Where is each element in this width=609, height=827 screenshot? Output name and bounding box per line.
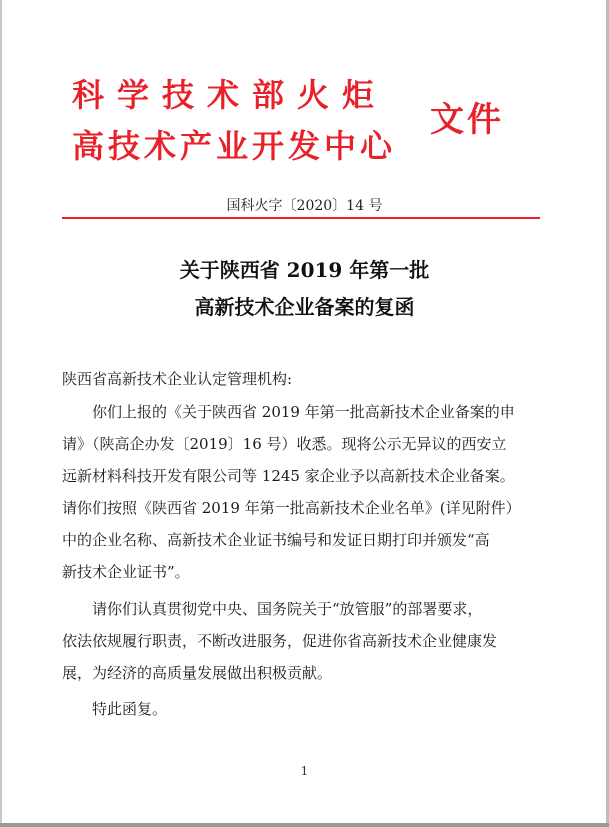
body-line: 依法依规履行职责，不断改进服务，促进你省高新技术企业健康发 <box>62 632 498 650</box>
scan-edge-left <box>0 0 2 827</box>
body-line: 请你们认真贯彻党中央、国务院关于“放管服”的部署要求， <box>92 600 483 618</box>
body-line: 请》（陕高企办发〔2019〕16 号）收悉。现将公示无异议的西安立 <box>62 435 507 453</box>
red-divider-line <box>62 217 540 219</box>
body-line: 新技术企业证书”。 <box>62 563 190 581</box>
page-number: 1 <box>300 764 309 778</box>
header-document-suffix: 文件 <box>430 100 504 140</box>
title-line2: 高新技术企业备案的复函 <box>194 295 415 319</box>
body-line: 请你们按照《陕西省 2019 年第一批高新技术企业名单》(详见附件） <box>62 499 521 517</box>
body-line: 展，为经济的高质量发展做出积极贡献。 <box>62 664 333 682</box>
title-line1: 关于陕西省 2019 年第一批 <box>179 258 430 282</box>
body-line: 中的企业名称、高新技术企业证书编号和发证日期打印并颁发“高 <box>62 531 490 549</box>
document-number: 国科火字〔2020〕14 号 <box>226 198 383 214</box>
body-line: 远新材料科技开发有限公司等 1245 家企业予以高新技术企业备案。 <box>62 467 515 485</box>
salutation: 陕西省高新技术企业认定管理机构: <box>62 370 293 388</box>
header-org-line2: 高技术产业开发中心 <box>72 127 397 165</box>
body-line: 你们上报的《关于陕西省 2019 年第一批高新技术企业备案的申 <box>92 403 515 421</box>
closing-line: 特此函复。 <box>92 700 168 718</box>
header-org-line1: 科学技术部火炬 <box>72 76 388 114</box>
scan-edge-bottom <box>0 823 609 827</box>
